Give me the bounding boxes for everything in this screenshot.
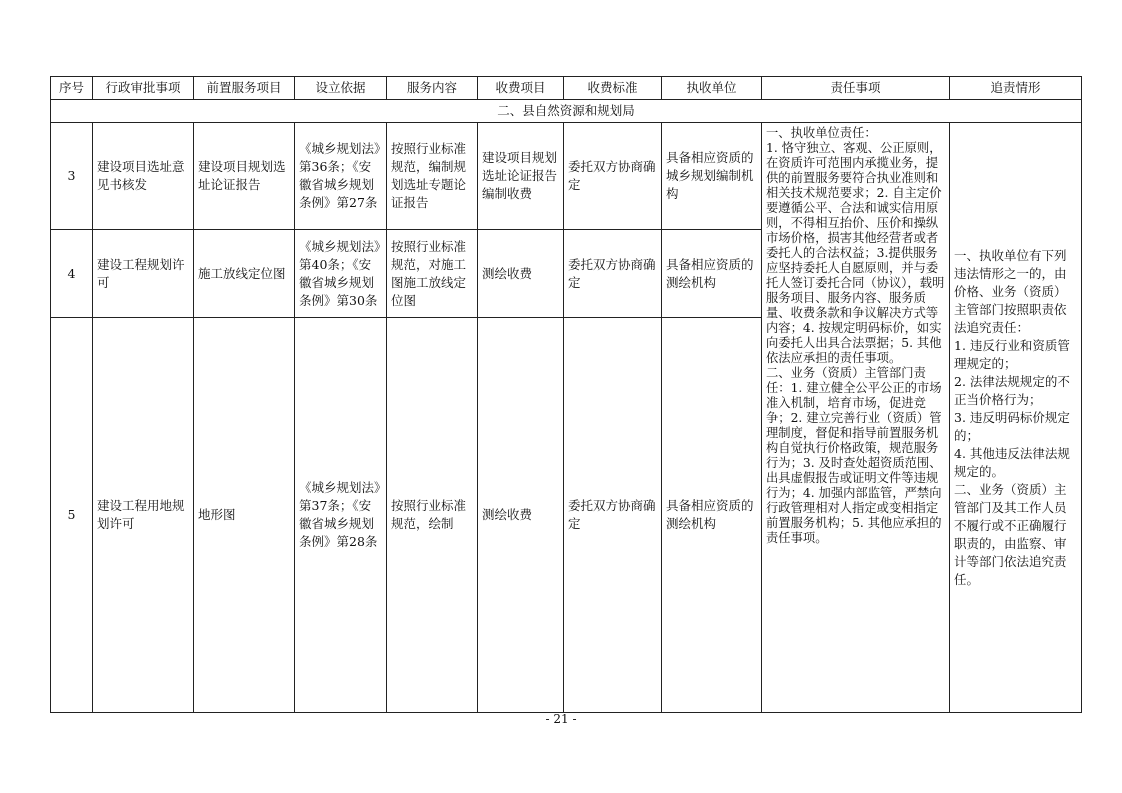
header-cell-item: 行政审批事项: [93, 77, 194, 100]
accountability-cell: 一、执收单位有下列违法情形之一的，由价格、业务（资质）主管部门按照职责依法追究责任： 1. 违反行业和资质管理规定的； 2. 法律法规规定的不正当价格行为； 3. 违反明码标价规定的； 4. 其他违反法律法规规定的。 二、业务（资质）主管部门及其工作人员不履行或不正确履行职责的，由监察、审计等部门依法追究责任。: [950, 123, 1082, 713]
row-fee-standard: 委托双方协商确定: [564, 123, 662, 230]
row-fee-item: 测绘收费: [478, 318, 564, 713]
section-title: 二、县自然资源和规划局: [51, 100, 1082, 123]
header-cell-fee-item: 收费项目: [478, 77, 564, 100]
responsibility-cell: 一、执收单位责任： 1. 恪守独立、客观、公正原则，在资质许可范围内承揽业务，提供的前置服务要符合执业准则和相关技术规范要求；2. 自主定价要遵循公平、合法和诚实信用原则，不得相互抬价、压价和操纵市场价格，损害其他经营者或者委托人的合法权益；3.提供服务应坚持委托人自愿原则，并与委托人签订委托合同（协议），载明服务项目、服务内容、服务质量、收费条款和争议解决方式等内容；4. 按规定明码标价，如实向委托人出具合法票据；5. 其他依法应承担的责任事项。 二、业务（资质）主管部门责任：1. 建立健全公平公正的市场准入机制，培育市场，促进竞争；2. 建立完善行业（资质）管理制度，督促和指导前置服务机构自觉执行价格政策，规范服务行为；3. 及时查处超资质范围、出具虚假报告或证明文件等违规行为；4. 加强内部监管，严禁向行政管理相对人指定或变相指定前置服务机构；5. 其他应承担的责任事项。: [762, 123, 950, 713]
row-service-item: 地形图: [194, 318, 295, 713]
row-collector: 具备相应资质的测绘机构: [662, 230, 762, 318]
row-fee-standard: 委托双方协商确定: [564, 318, 662, 713]
header-cell-responsibility: 责任事项: [762, 77, 950, 100]
row-collector: 具备相应资质的城乡规划编制机构: [662, 123, 762, 230]
row-no: 3: [51, 123, 93, 230]
row-content: 按照行业标准规范，绘制: [387, 318, 478, 713]
row-content: 按照行业标准规范，编制规划选址专题论证报告: [387, 123, 478, 230]
row-basis: 《城乡规划法》第40条；《安徽省城乡规划条例》第30条: [295, 230, 387, 318]
row-item: 建设工程规划许可: [93, 230, 194, 318]
page-number: - 21 -: [545, 712, 577, 726]
row-basis: 《城乡规划法》第36条；《安徽省城乡规划条例》第27条: [295, 123, 387, 230]
row-item: 建设项目选址意见书核发: [93, 123, 194, 230]
header-cell-fee-standard: 收费标准: [564, 77, 662, 100]
header-cell-accountability: 追责情形: [950, 77, 1082, 100]
row-collector: 具备相应资质的测绘机构: [662, 318, 762, 713]
header-cell-collector: 执收单位: [662, 77, 762, 100]
approval-items-table: [50, 76, 1082, 713]
row-no: 5: [51, 318, 93, 713]
header-cell-basis: 设立依据: [295, 77, 387, 100]
row-fee-item: 测绘收费: [478, 230, 564, 318]
row-fee-standard: 委托双方协商确定: [564, 230, 662, 318]
section-row: [51, 100, 1082, 123]
header-cell-no: 序号: [51, 77, 93, 100]
header-row: [51, 77, 1082, 100]
header-cell-service-item: 前置服务项目: [194, 77, 295, 100]
row-service-item: 施工放线定位图: [194, 230, 295, 318]
row-basis: 《城乡规划法》第37条；《安徽省城乡规划条例》第28条: [295, 318, 387, 713]
table-row: [51, 123, 1082, 230]
header-cell-content: 服务内容: [387, 77, 478, 100]
row-content: 按照行业标准规范，对施工图施工放线定位图: [387, 230, 478, 318]
row-fee-item: 建设项目规划选址论证报告编制收费: [478, 123, 564, 230]
row-item: 建设工程用地规划许可: [93, 318, 194, 713]
row-service-item: 建设项目规划选址论证报告: [194, 123, 295, 230]
row-no: 4: [51, 230, 93, 318]
